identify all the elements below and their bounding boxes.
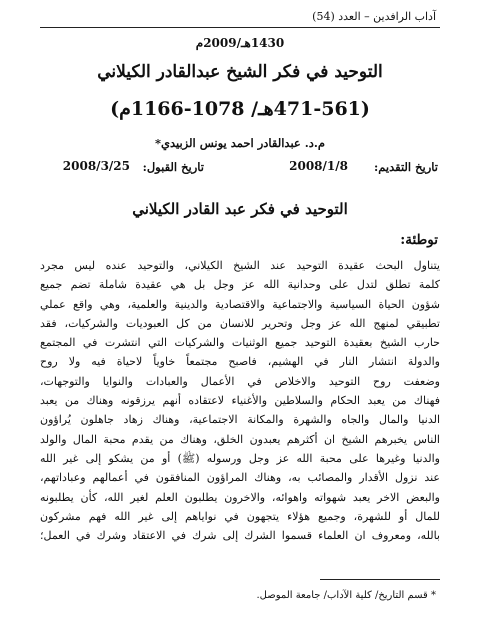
body-line: وضعفت روح التوحيد والاخلاص في الأعمال والعبادات والنوايا والتوجهات، — [40, 374, 440, 388]
running-head: آداب الرافدين – العدد (54) — [312, 10, 436, 23]
body-line: بالله، ومعروف ان العلماء قسموا الشرك إلى شرك في الاعتقاد وشرك في العمل؛ — [40, 529, 440, 543]
submission-label: تاريخ التقديم: — [373, 160, 438, 174]
body-line: والبعض الاخر يعبد شهواته واهوائه، والاخرون يطلبون العلم لغير الله، كأن يطلبونه — [40, 490, 440, 504]
submission-date: 2008/1/8 — [289, 159, 348, 173]
body-line: فهناك من يعبد الحكام والسلاطين والأغنياء لاعتقاده أنهم يرزقونه وهناك من يعبد — [40, 394, 440, 408]
body-line: حارب الشيخ بعقيدة التوحيد جميع الوثنيات والشركيات التي انتشرت في المجتمع — [40, 336, 440, 350]
author-name: م.د. عبدالقادر احمد يونس الزبيدي* — [154, 136, 326, 150]
body-line: كلمة تطلق لتدل على وحدانية الله عز وجل بل هي عقيدة شاملة تضم جميع — [40, 278, 440, 292]
body-line: والدنيا وغيرها على محبة الله عز وجل ورسوله (ﷺ) أو من يشكو إلى غير الله — [40, 451, 440, 465]
body-text — [40, 256, 440, 545]
body-line: شؤون الحياة السياسية والاجتماعية والاقتصادية والدينية والعلمية، وهي واقع عملي — [40, 297, 440, 311]
footnote-rule — [320, 579, 440, 580]
section-title: التوحيد في فكر عبد القادر الكيلاني — [132, 200, 348, 218]
intro-heading: توطئة: — [400, 232, 438, 248]
body-line: الناس يخبرهم الشيخ ان أكثرهم يعبدون الخلق، وهناك من يقدم محبة المال والولد — [40, 432, 440, 446]
issue-date: 1430هـ/2009م — [195, 36, 285, 50]
body-line: تطبيقي لمنهج الله عز وجل وتحرير للانسان من كل العبوديات والشركيات، فقد — [40, 316, 440, 330]
body-line: الدنيا والمال والجاه والشهرة والمكانة الاجتماعية، وهناك زهاد جاهلون يُراؤون — [40, 413, 440, 427]
article-dates: (471-561هـ/ 1078-1166م) — [110, 98, 370, 120]
footnote: * قسم التاريخ/ كلية الآداب/ جامعة الموصل. — [256, 590, 436, 601]
body-line: يتناول البحث عقيدة التوحيد عند الشيخ الكيلاني، والتوحيد عنده ليس مجرد — [40, 259, 440, 272]
acceptance-label: تاريخ القبول: — [142, 160, 204, 174]
header-rule — [40, 27, 440, 28]
body-line: والدولة انتشار النار في الهشيم، فاصبح مجتمعاً خاوياً لاحياة فيه ولا روح — [40, 355, 440, 369]
body-line: عند نزول الأقدار والمصائب به، وهناك المراؤون المنافقون في أعمالهم وعباداتهم، — [40, 471, 440, 485]
article-title: التوحيد في فكر الشيخ عبدالقادر الكيلاني — [97, 62, 383, 82]
acceptance-date: 2008/3/25 — [62, 159, 130, 173]
body-line: للمال أو للشهرة، وجميع هؤلاء يتجهون في نواياهم إلى غير الله فهم مشركون — [40, 509, 440, 523]
